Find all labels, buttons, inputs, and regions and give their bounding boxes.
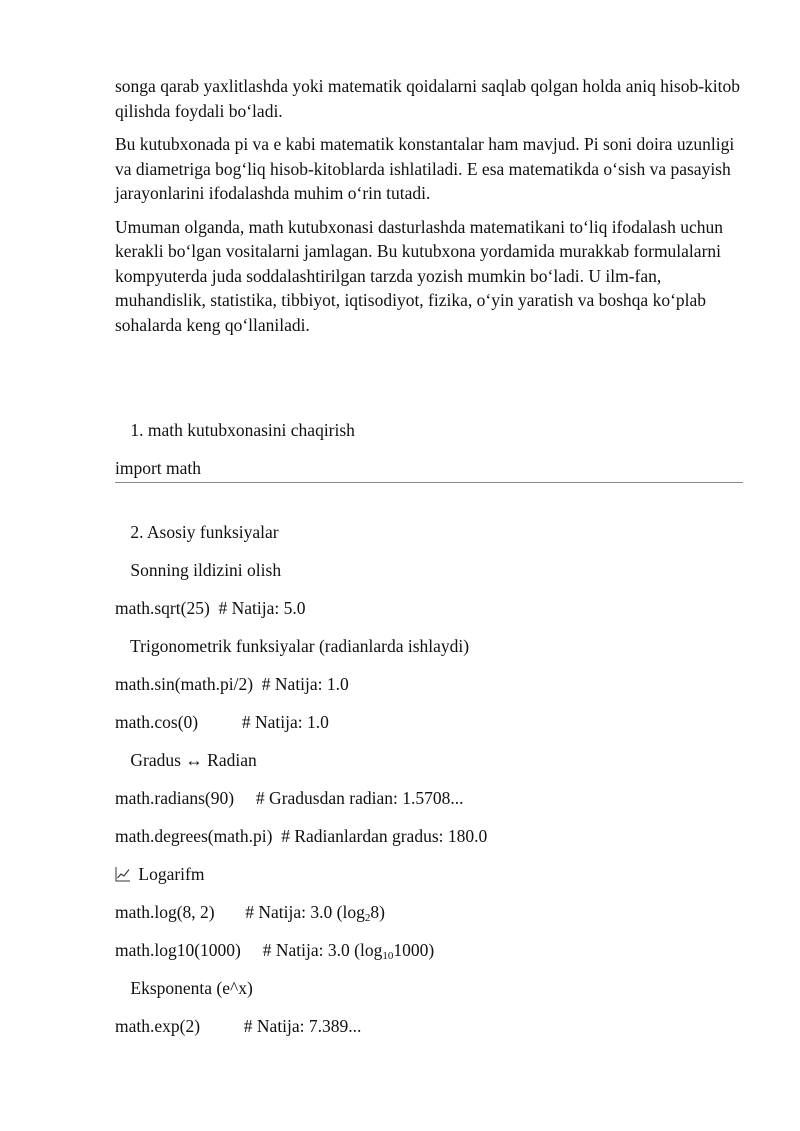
- chart-increasing-icon: [115, 866, 131, 882]
- sqrt-heading: [115, 558, 743, 596]
- sqrt-heading-text: Sonning ildizini olish: [126, 560, 282, 580]
- section1-heading: [115, 418, 743, 456]
- log-code-prefix: math.log(8, 2) # Natija: 3.0 (log: [115, 902, 365, 922]
- degree-radian-heading: [115, 748, 743, 786]
- paragraph-rounding: songa qarab yaxlitlashda yoki matematik qoidalarni saqlab qolgan holda aniq hisob-kitob qilishda foydali bo‘ladi.: [115, 76, 740, 121]
- log10-base-subscript: 10: [382, 950, 394, 962]
- radians-code-line: math.radians(90) # Gradusdan radian: 1.5708...: [115, 788, 464, 808]
- section2-heading: [115, 520, 743, 558]
- log-code-line: [115, 900, 743, 938]
- sin-code-line: math.sin(math.pi/2) # Natija: 1.0: [115, 674, 349, 694]
- log-base-subscript: 2: [364, 912, 371, 924]
- paragraph-summary: Umuman olganda, math kutubxonasi dasturlashda matematikani to‘liq ifodalash uchun kerakli bo‘lgan vositalarni jamlagan. Bu kutubxona yordamida murakkab formulalarni kompyuterda juda soddalashtirilgan tarzda yozish mumkin bo‘ladi. U ilm-fan, muhandislik, statistika, tibbiyot, iqtisodiyot, fizika, o‘yin yaratish va boshqa ko‘plab sohalarda keng qo‘llaniladi.: [115, 216, 723, 335]
- document-page: [115, 74, 743, 1052]
- trig-heading: [115, 634, 743, 672]
- horizontal-rule: [115, 482, 743, 483]
- cos-code-line: math.cos(0) # Natija: 1.0: [115, 712, 329, 732]
- logarithm-heading-text: Logarifm: [134, 864, 205, 884]
- exponent-heading: [115, 976, 743, 1014]
- import-code-line: import math: [115, 458, 202, 478]
- section2-heading-text: 2. Asosiy funksiyalar: [126, 522, 279, 542]
- log-code-suffix: 8): [370, 902, 385, 922]
- degrees-code-line: math.degrees(math.pi) # Radianlardan gradus: 180.0: [115, 826, 488, 846]
- degree-radian-heading-text: Gradus ↔ Radian: [126, 750, 257, 770]
- section1-heading-text: 1. math kutubxonasini chaqirish: [126, 420, 355, 440]
- paragraph-constants: Bu kutubxonada pi va e kabi matematik konstantalar ham mavjud. Pi soni doira uzunligi va diametriga bog‘liq hisob-kitoblarda ishlatiladi. E esa matematikda o‘sish va pasayish jarayonlarini ifodalashda muhim o‘rin tutadi.: [115, 134, 735, 203]
- blank-space: [115, 346, 743, 418]
- trig-heading-text: Trigonometrik funksiyalar (radianlarda ishlaydi): [126, 636, 470, 656]
- log10-code-prefix: math.log10(1000) # Natija: 3.0 (log: [115, 940, 383, 960]
- log10-code-suffix: 1000): [393, 940, 435, 960]
- exp-code-line: math.exp(2) # Natija: 7.389...: [115, 1016, 362, 1036]
- logarithm-heading: [115, 862, 743, 900]
- log10-code-line: [115, 938, 743, 976]
- exponent-heading-text: Eksponenta (e^x): [126, 978, 253, 998]
- sqrt-code-line: math.sqrt(25) # Natija: 5.0: [115, 598, 306, 618]
